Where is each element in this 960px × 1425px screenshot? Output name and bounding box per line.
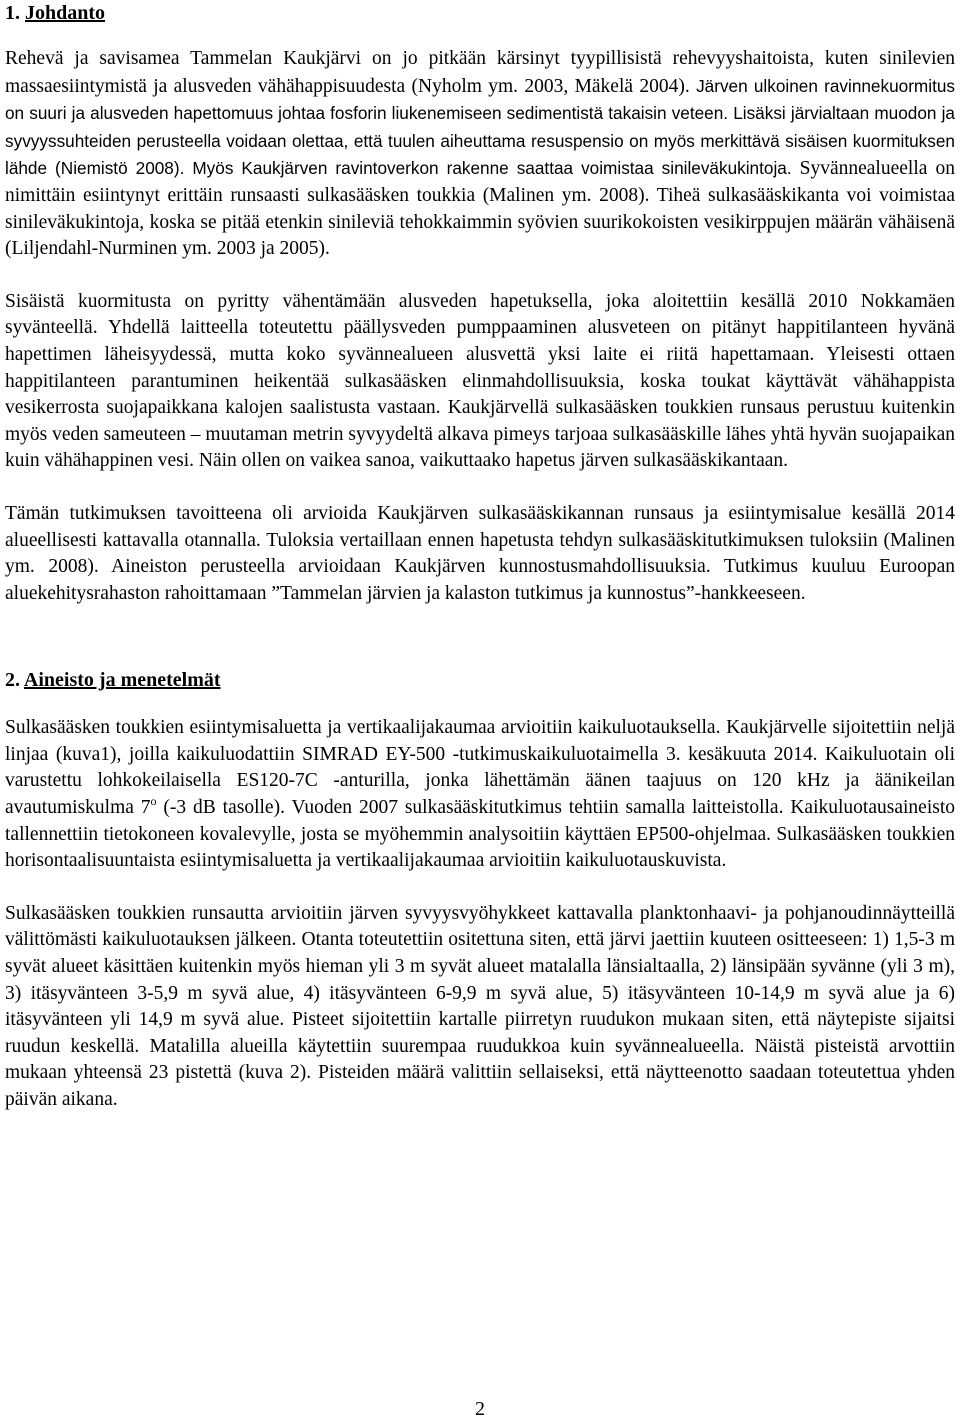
section-1-number: 1.	[5, 2, 25, 24]
section-1-paragraph-3: Tämän tutkimuksen tavoitteena oli arvioida Kaukjärven sulkasääskikannan runsaus ja esiintymisalue kesällä 2014 alueellisesti kattavalla otannalla. Tuloksia vertaillaan ennen hapetusta tehdyn sulkasääskitutkimuksen tuloksiin (Malinen ym. 2008). Aineiston perusteella arvioidaan Kaukjärven kunnostusmahdollisuuksia. Tutkimus kuuluu Euroopan aluekehitysrahaston rahoittamaan ”Tammelan järvien ja kalaston tutkimus ja kunnostus”-hankkeeseen.	[5, 502, 955, 604]
section-1-paragraph-2: Sisäistä kuormitusta on pyritty vähentämään alusveden hapetuksella, joka aloitettiin kesällä 2010 Nokkamäen syvänteellä. Yhdellä laitteella toteutettu päällysveden pumppaaminen alusveteen on pitänyt happitilanteen hyvänä hapettimen läheisyydessä, mutta koko syvännealueen alusvettä yksi laite ei riitä hapettamaan. Yleisesti ottaen happitilanteen parantuminen heikentää sulkasääsken elinmahdollisuuksia, koska toukat käyttävät vähähappista vesikerrosta suojapaikkana kalojen saalistusta vastaan. Kaukjärvellä sulkasääsken toukkien runsaus perustuu kuitenkin myös veden sameuteen – muutaman metrin syvyydeltä alkava pimeys tarjoaa sulkasääskille lähes yhtä hyvän suojapaikan kuin vähähappinen vesi. Näin ollen on vaikea sanoa, vaikuttaako hapetus järven sulkasääskikantaan.	[5, 290, 955, 472]
paragraph-run: Rehevä ja savisamea Tammelan Kaukjärvi on jo pitkään kärsinyt tyypillisistä rehevyyshaitoista, kuten sinilevien massaesiintymistä ja alusveden vähähappisuudesta (Nyholm ym. 2003, Mäkelä 2004).	[5, 48, 955, 97]
section-2-number: 2.	[5, 669, 24, 692]
section-2-heading	[5, 667, 955, 693]
section-1-heading	[5, 0, 955, 26]
section-2-title: Aineisto ja menetelmät	[23, 669, 221, 692]
paragraph-run: (-3 dB tasolle). Vuoden 2007 sulkasääskitutkimus tehtiin samalla laitteistolla. Kaikuluotausaineisto tallennettiin tietokoneen kovalevylle, josta se myöhemmin analysoitiin käyttäen EP500-ohjelmaa. Sulkasääsken toukkien horisontaalisuuntaista esiintymisaluetta ja vertikaalijakaumaa arvioitiin kaikuluotauskuvista.	[5, 797, 955, 872]
section-2-paragraph-2: Sulkasääsken toukkien runsautta arvioitiin järven syvyysvyöhykkeet kattavalla planktonhaavi- ja pohjanoudinnäytteillä välittömästi kaikuluotauksen jälkeen. Otanta toteutettiin ositettuna siten, että järvi jaettiin kuuteen ositteeseen: 1) 1,5-3 m syvät alueet käsittäen kuitenkin myös hieman yli 3 m syvät alueet matalalla länsialtaalla, 2) länsipään syvänne (yli 3 m), 3) itäsyvänteen 3-5,9 m syvä alue, 4) itäsyvänteen 6-9,9 m syvä alue, 5) itäsyvänteen 10-14,9 m syvä alue ja 6) itäsyvänteen yli 14,9 m syvä alue. Pisteet sijoitettiin kartalle piirretyn ruudukon mukaan siten, että näytepiste sijaitsi ruudun keskellä. Matalilla alueilla käytettiin suurempaa ruudukkoa kuin syvännealueella. Näistä pisteistä arvottiin mukaan yhteensä 23 pistettä (kuva 2). Pisteiden määrä valittiin sellaiseksi, että näytteenotto saadaan toteutettua yhden päivän aikana.	[5, 902, 955, 1110]
section-2-paragraph-1	[5, 715, 955, 875]
paragraph-run: Syvännealueella on nimittäin esiintynyt erittäin runsaasti sulkasääsken toukkia (Malinen ym. 2008). Tiheä sulkasääskikanta voi voimistaa sinileväkukintoja, koska se pitää etenkin sinileviä tehokkaimmin syövien suurikokoisten vesikirppujen määrän vähäisenä (Liljendahl-Nurminen ym. 2003 ja 2005).	[5, 158, 955, 260]
degree-superscript: o	[150, 794, 157, 809]
page-number: 2	[475, 1398, 485, 1420]
section-1-paragraph-1	[5, 46, 955, 263]
paragraph-run: Sulkasääsken toukkien esiintymisaluetta ja vertikaalijakaumaa arvioitiin kaikuluotauksella. Kaukjärvelle sijoitettiin neljä linjaa (kuva1), joilla kaikuluodattiin SIMRAD EY-500 -tutkimuskaikuluotaimella 3. kesäkuuta 2014. Kaikuluotain oli varustettu lohkokeilaisella ES120-7C -anturilla, jonka lähettämän äänen taajuus on 120 kHz ja äänikeilan avautumiskulma 7	[5, 717, 955, 819]
section-1-title: Johdanto	[25, 2, 106, 24]
paragraph-run: Järven ulkoinen ravinnekuormitus on suuri ja alusveden hapettomuus johtaa fosforin liukenemiseen sedimentistä takaisin veteen. Lisäksi järvialtaan muodon ja syvyyssuhteiden perusteella voidaan olettaa, että tuulen aiheuttama resuspensio on myös merkittävä sisäisen kuormituksen lähde (Niemistö 2008). Myös Kaukjärven ravintoverkon rakenne saattaa voimistaa sinileväkukintoja.	[5, 75, 955, 179]
